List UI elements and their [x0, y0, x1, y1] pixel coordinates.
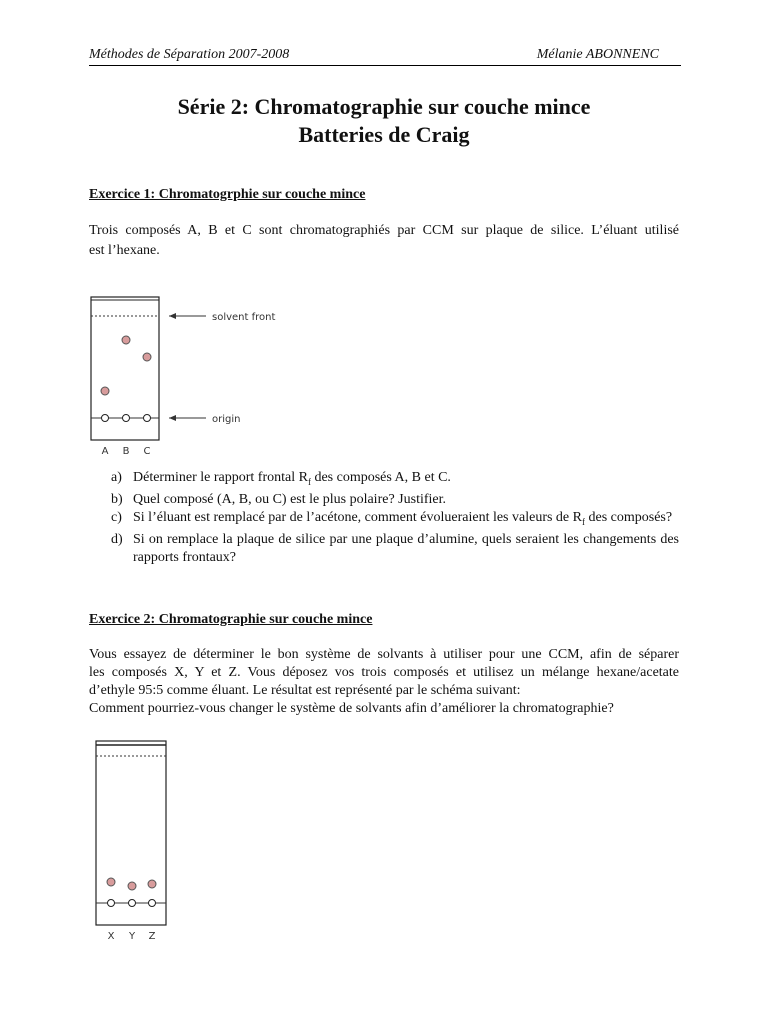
exercise-1-intro-line-1: Trois composés A, B et C sont chromatographiés par CCM sur plaque de silice. L’éluant utilisé: [89, 223, 679, 238]
tlc-plate-figure-2: [90, 735, 180, 947]
lane-label-x: X: [107, 931, 115, 942]
lane-label-y: Y: [128, 931, 136, 942]
spot-b: [122, 336, 130, 344]
page-title: [0, 93, 768, 149]
question-text: Si on remplace la plaque de silice par une plaque d’alumine, quels seraient les changements des rapports frontaux?: [133, 531, 679, 565]
tlc-plate-figure-1: [82, 292, 292, 462]
exercise-2-line-4: Comment pourriez-vous changer le système de solvants afin d’améliorer la chromatographie?: [89, 701, 614, 716]
solvent-front-arrowhead: [169, 313, 176, 319]
origin-spot-c: [144, 415, 151, 422]
exercise-2-line-1: Vous essayez de déterminer le bon système de solvants à utiliser pour une CCM, afin de séparer: [89, 647, 679, 662]
lane-label-c: C: [143, 446, 151, 457]
question-letter: c): [111, 509, 122, 525]
origin-spot-b: [123, 415, 130, 422]
origin-spot-a: [102, 415, 109, 422]
question-item: [89, 509, 679, 531]
exercise-2-line-3: d’ethyle 95:5 comme éluant. Le résultat est représenté par le schéma suivant:: [89, 683, 521, 698]
spot-a: [101, 387, 109, 395]
lane-label-b: B: [122, 446, 130, 457]
question-item: [89, 531, 679, 567]
exercise-2-text: [89, 646, 679, 718]
exercise-2-heading: Exercice 2: Chromatographie sur couche mince: [89, 612, 373, 627]
exercise-1-intro: [89, 221, 679, 261]
spot-y: [128, 882, 136, 890]
origin-label: origin: [212, 414, 241, 425]
origin-arrowhead: [169, 415, 176, 421]
title-line-1: Série 2: Chromatographie sur couche mince: [177, 94, 591, 119]
solvent-front-label: solvent front: [212, 312, 276, 323]
spot-x: [107, 878, 115, 886]
page-header: [89, 45, 681, 66]
origin-spot-z: [149, 900, 156, 907]
question-text: Si l’éluant est remplacé par de l’acétone, comment évolueraient les valeurs de $R_f$ des composés?: [133, 509, 673, 527]
exercise-1-questions: [89, 469, 679, 567]
header-course: Méthodes de Séparation 2007-2008: [89, 47, 290, 62]
spot-z: [148, 880, 156, 888]
spot-c: [143, 353, 151, 361]
question-letter: a): [111, 470, 122, 485]
question-item: [89, 469, 679, 491]
lane-label-a: A: [101, 446, 109, 457]
question-text: Déterminer le rapport frontal $R_f$ des composés A, B et C.: [133, 470, 451, 487]
exercise-1-intro-line-2: est l’hexane.: [89, 243, 160, 258]
title-line-2: Batteries de Craig: [298, 122, 470, 147]
exercise-1-heading: Exercice 1: Chromatogrphie sur couche mince: [89, 187, 366, 202]
exercise-2-line-2: les composés X, Y et Z. Vous déposez vos trois composés et utilisez un mélange hexane/acetate: [89, 665, 679, 680]
question-text: Quel composé (A, B, ou C) est le plus polaire? Justifier.: [133, 491, 446, 507]
lane-label-z: Z: [148, 931, 156, 942]
origin-spot-y: [129, 900, 136, 907]
question-letter: d): [111, 531, 123, 547]
question-item: [89, 491, 679, 509]
tlc-plate-2: [96, 741, 166, 925]
header-author: Mélanie ABONNENC: [536, 47, 659, 62]
origin-spot-x: [108, 900, 115, 907]
question-letter: b): [111, 491, 123, 507]
